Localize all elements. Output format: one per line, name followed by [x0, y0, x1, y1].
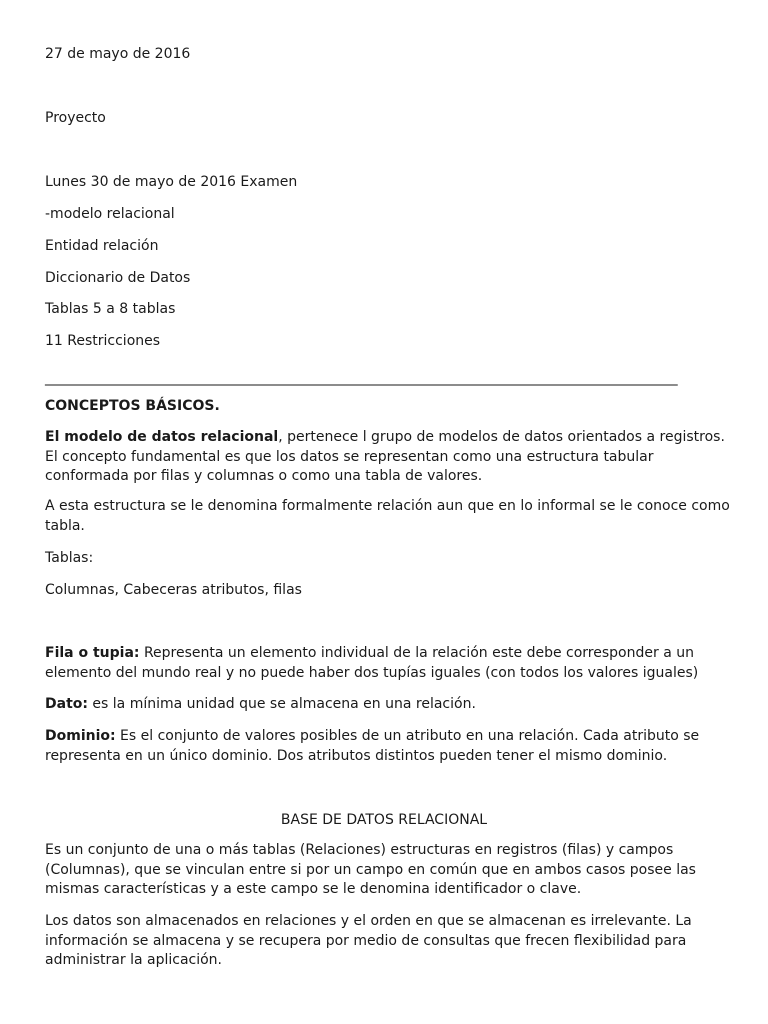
columnas-line: Columnas, Cabeceras atributos, filas [45, 582, 302, 598]
tablas-label: Tablas: [45, 550, 94, 566]
paragraph-text: , pertenece l grupo de modelos de datos orientados a registros. El concepto fundamental es que los datos se representan como una estructura tabular conformada por filas y columnas o como una tabla de valores. [45, 429, 725, 484]
document-date: 27 de mayo de 2016 [45, 46, 191, 62]
section-heading-conceptos: CONCEPTOS BÁSICOS. [45, 398, 220, 414]
paragraph-bold-lead: El modelo de datos relacional [45, 429, 279, 445]
paragraph-base-datos-2: Los datos son almacenados en relaciones y el orden en que se almacenan es irrelevante. La información se almacena y se recupera por medio de consultas que frecen flexibilidad para administrar la aplicación. [45, 913, 692, 968]
exam-title: Lunes 30 de mayo de 2016 Examen [45, 174, 298, 190]
definition-term: Fila o tupia: [45, 645, 140, 661]
paragraph-modelo-relacional [45, 428, 735, 487]
definition-term: Dato: [45, 696, 88, 712]
paragraph-estructura: A esta estructura se le denomina formalmente relación aun que en lo informal se le conoce como tabla. [45, 498, 730, 534]
exam-item: Tablas 5 a 8 tablas [45, 301, 176, 317]
exam-item: -modelo relacional [45, 206, 175, 222]
definition-text: Representa un elemento individual de la relación este debe corresponder a un elemento del mundo real y no puede haber dos tupías iguales (con todos los valores iguales) [45, 645, 699, 681]
exam-item: Entidad relación [45, 238, 159, 254]
definition-dominio [45, 727, 735, 766]
section-heading-base-datos: BASE DE DATOS RELACIONAL [280, 812, 488, 828]
exam-item: Diccionario de Datos [45, 270, 191, 286]
definition-text: es la mínima unidad que se almacena en una relación. [87, 696, 476, 712]
exam-item: 11 Restricciones [45, 333, 161, 349]
project-label: Proyecto [45, 110, 106, 126]
definition-text: Es el conjunto de valores posibles de un atributo en una relación. Cada atributo se representa en un único dominio. Dos atributos distintos pueden tener el mismo dominio. [45, 728, 700, 764]
paragraph-base-datos-1: Es un conjunto de una o más tablas (Relaciones) estructuras en registros (filas) y campos (Columnas), que se vinculan entre si por un campo en común que en ambos casos posee las mismas características y a este campo se le denomina identificador o clave. [45, 842, 696, 897]
separator-line: _____________________________________________________________________________________________ [45, 370, 678, 386]
definition-dato [45, 695, 735, 715]
definition-term: Dominio: [45, 728, 116, 744]
definition-fila [45, 644, 735, 683]
